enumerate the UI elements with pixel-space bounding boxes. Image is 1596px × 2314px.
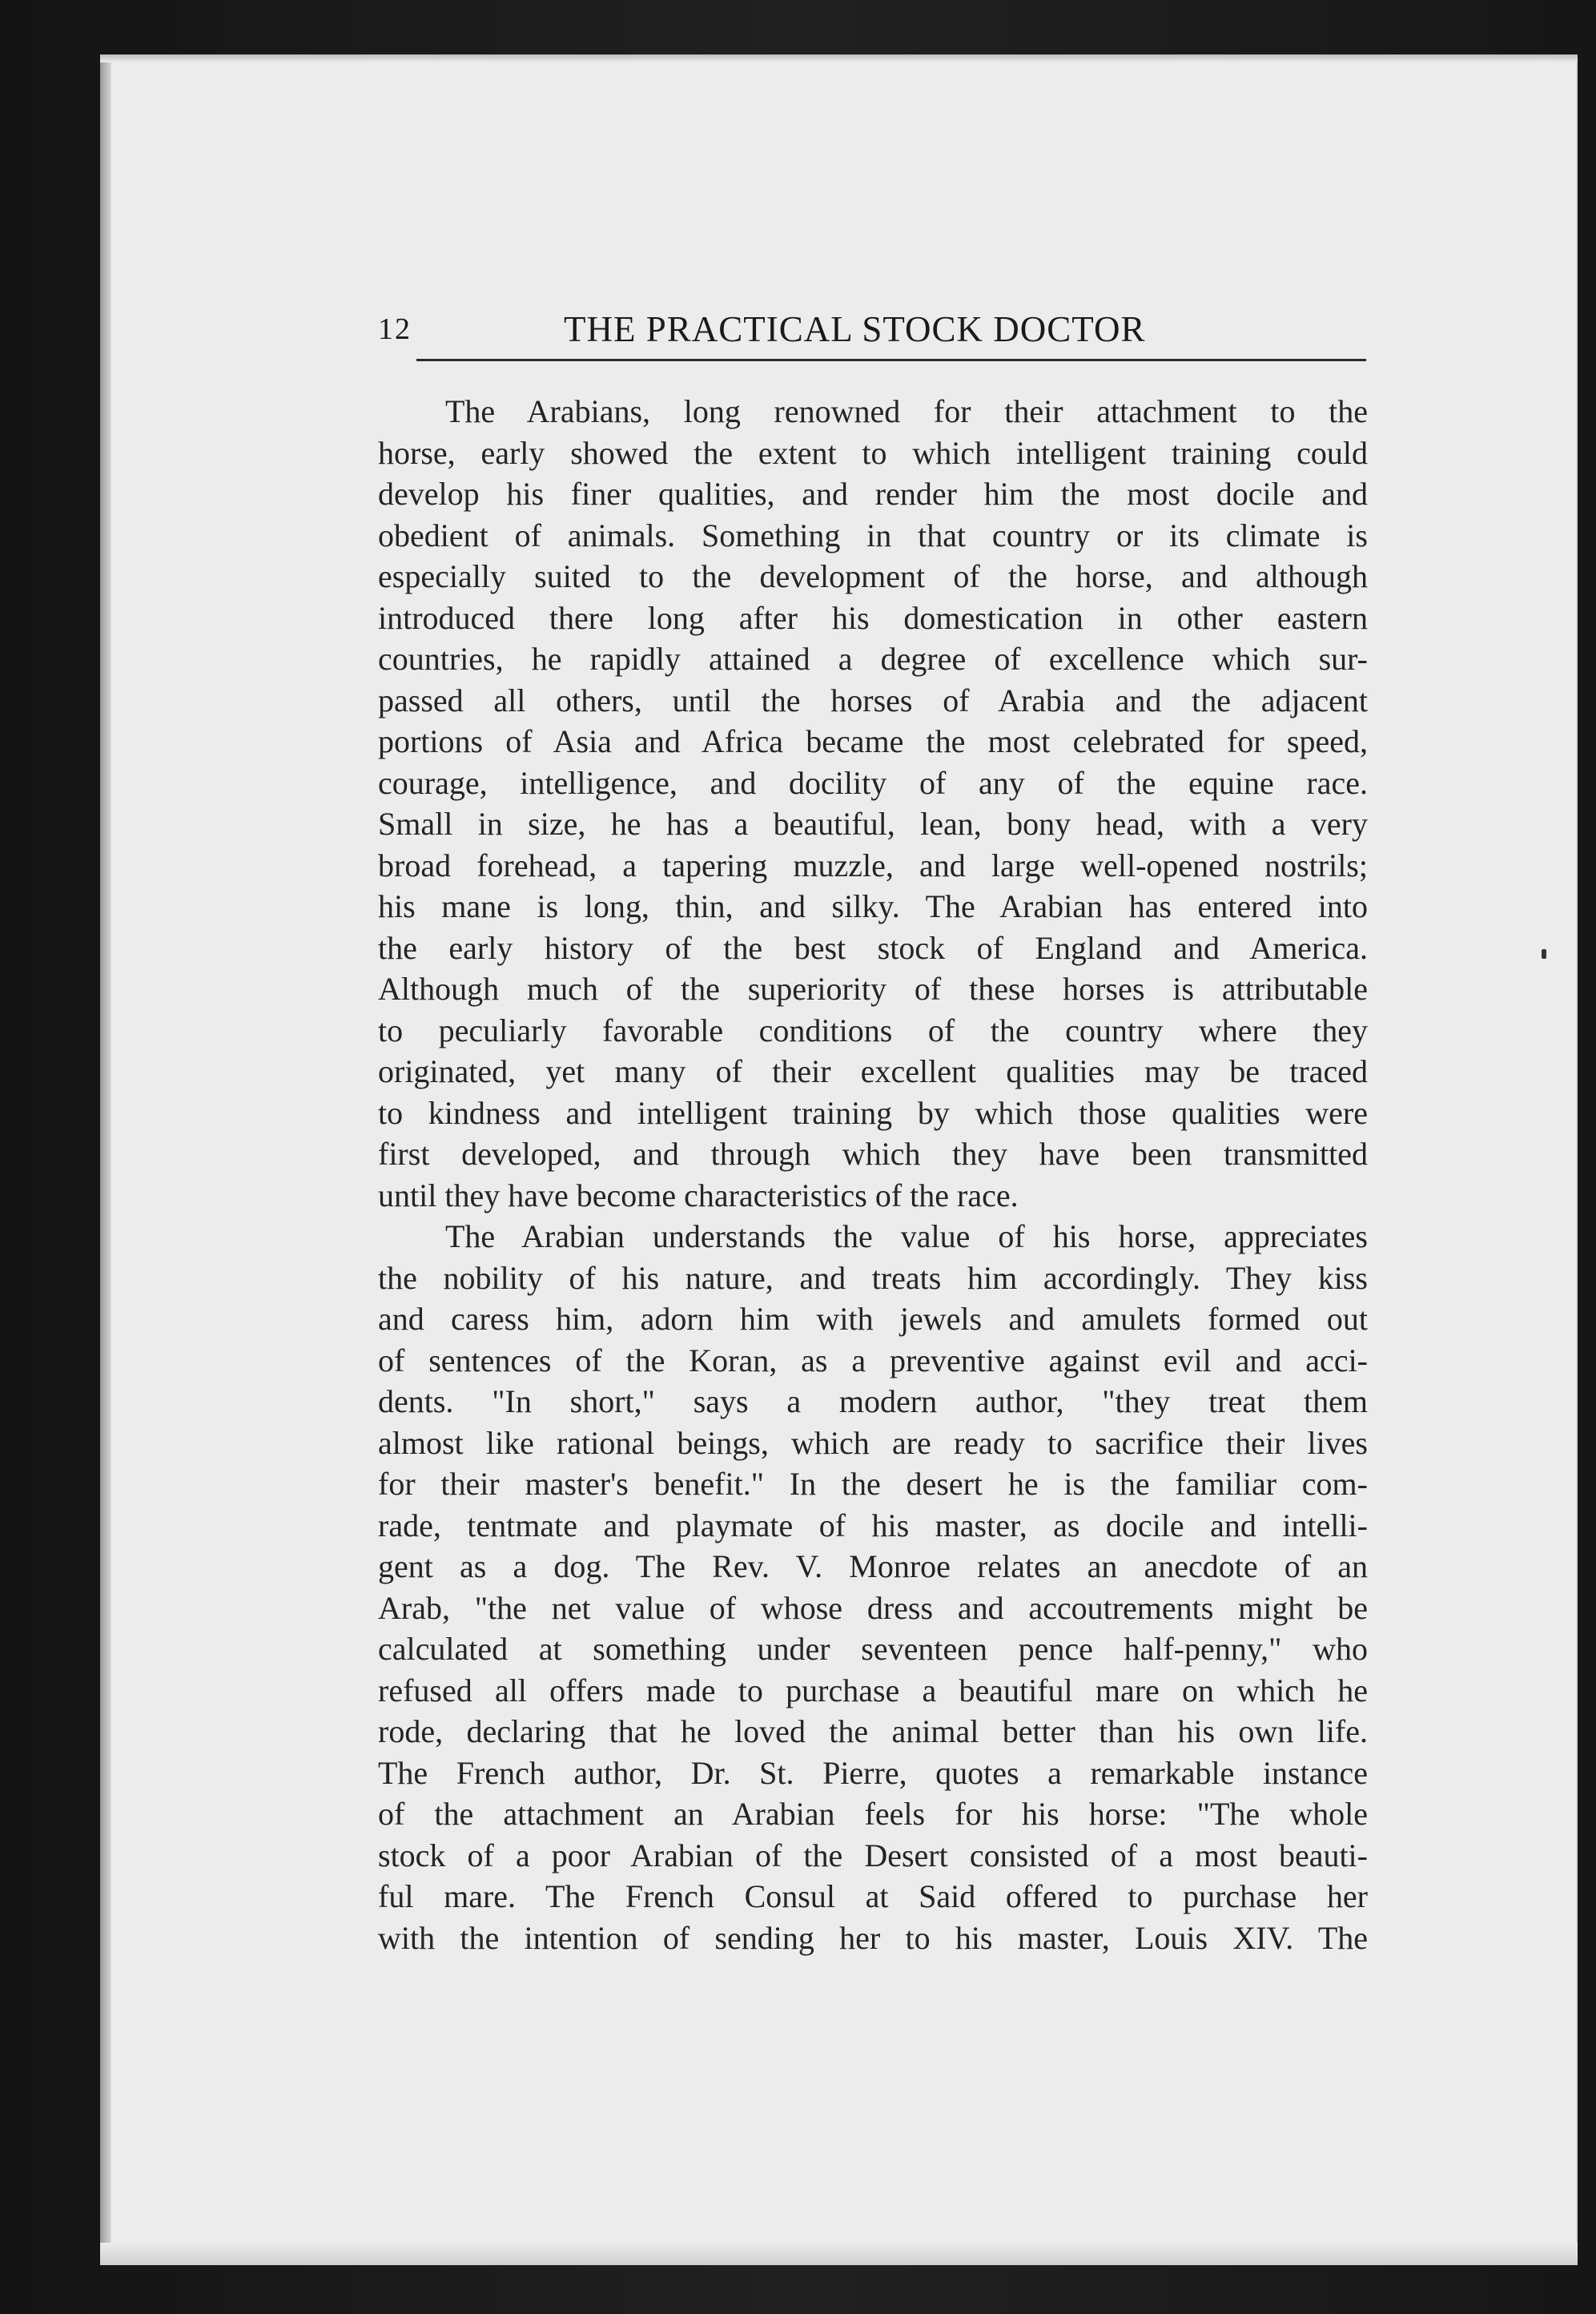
text-line: refused all offers made to purchase a beautiful mare on which he (378, 1672, 1368, 1708)
text-line: for their master's benefit." In the desert he is the familiar com- (378, 1466, 1368, 1502)
text-line: to kindness and intelligent training by which those qualities were (378, 1094, 1368, 1131)
text-line: portions of Asia and Africa became the most celebrated for speed, (378, 723, 1368, 759)
text-line: The Arabian understands the value of his horse, appreciates (445, 1218, 1368, 1254)
top-edge-shadow (100, 54, 1578, 62)
text-line: develop his finer qualities, and render him the most docile and (378, 476, 1368, 512)
text-line: horse, early showed the extent to which intelligent training could (378, 434, 1368, 471)
header-rule (416, 359, 1366, 361)
text-line: first developed, and through which they have been transmitted (378, 1136, 1368, 1172)
text-line: almost like rational beings, which are ready to sacrifice their lives (378, 1424, 1368, 1461)
text-line: until they have become characteristics of the race. (378, 1177, 1019, 1213)
text-line: the early history of the best stock of England and America. (378, 929, 1368, 966)
text-line: of the attachment an Arabian feels for his horse: "The whole (378, 1796, 1368, 1832)
text-line: obedient of animals. Something in that country or its climate is (378, 517, 1368, 553)
text-line: gent as a dog. The Rev. V. Monroe relates an anecdote of an (378, 1548, 1368, 1584)
page-number: 12 (378, 312, 412, 346)
text-line: stock of a poor Arabian of the Desert consisted of a most beauti- (378, 1837, 1368, 1873)
running-head (378, 308, 1368, 356)
text-line: The Arabians, long renowned for their attachment to the (445, 393, 1368, 429)
body-text (378, 391, 1368, 1958)
text-line: Arab, "the net value of whose dress and accoutrements might be (378, 1589, 1368, 1626)
text-line: and caress him, adorn him with jewels and amulets formed out (378, 1301, 1368, 1337)
text-line: originated, yet many of their excellent qualities may be traced (378, 1053, 1368, 1089)
margin-mark (1542, 949, 1546, 959)
text-line: courage, intelligence, and docility of any of the equine race. (378, 764, 1368, 801)
text-line: Small in size, he has a beautiful, lean, bony head, with a very (378, 806, 1368, 842)
text-line: the nobility of his nature, and treats him accordingly. They kiss (378, 1259, 1368, 1296)
text-line: The French author, Dr. St. Pierre, quotes a remarkable instance (378, 1754, 1368, 1791)
text-line: especially suited to the development of the horse, and although (378, 558, 1368, 594)
text-line: rode, declaring that he loved the animal better than his own life. (378, 1713, 1368, 1749)
text-line: broad forehead, a tapering muzzle, and large well-opened nostrils; (378, 847, 1368, 883)
text-line: calculated at something under seventeen pence half-penny," who (378, 1631, 1368, 1667)
text-line: with the intention of sending her to his master, Louis XIV. The (378, 1919, 1368, 1956)
bottom-edge-shadow (100, 2243, 1578, 2265)
text-line: to peculiarly favorable conditions of the country where they (378, 1012, 1368, 1048)
text-line: rade, tentmate and playmate of his master, as docile and intelli- (378, 1507, 1368, 1543)
text-line: his mane is long, thin, and silky. The Arabian has entered into (378, 888, 1368, 924)
text-line: of sentences of the Koran, as a preventive against evil and acci- (378, 1342, 1368, 1378)
running-title: THE PRACTICAL STOCK DOCTOR (564, 309, 1146, 349)
text-line: introduced there long after his domestication in other eastern (378, 599, 1368, 636)
binding-edge (100, 54, 111, 2265)
text-line: passed all others, until the horses of Arabia and the adjacent (378, 682, 1368, 718)
text-line: ful mare. The French Consul at Said offered to purchase her (378, 1878, 1368, 1914)
text-line: dents. "In short," says a modern author, "they treat them (378, 1383, 1368, 1419)
text-line: countries, he rapidly attained a degree of excellence which sur- (378, 641, 1368, 677)
text-line: Although much of the superiority of these horses is attributable (378, 971, 1368, 1007)
